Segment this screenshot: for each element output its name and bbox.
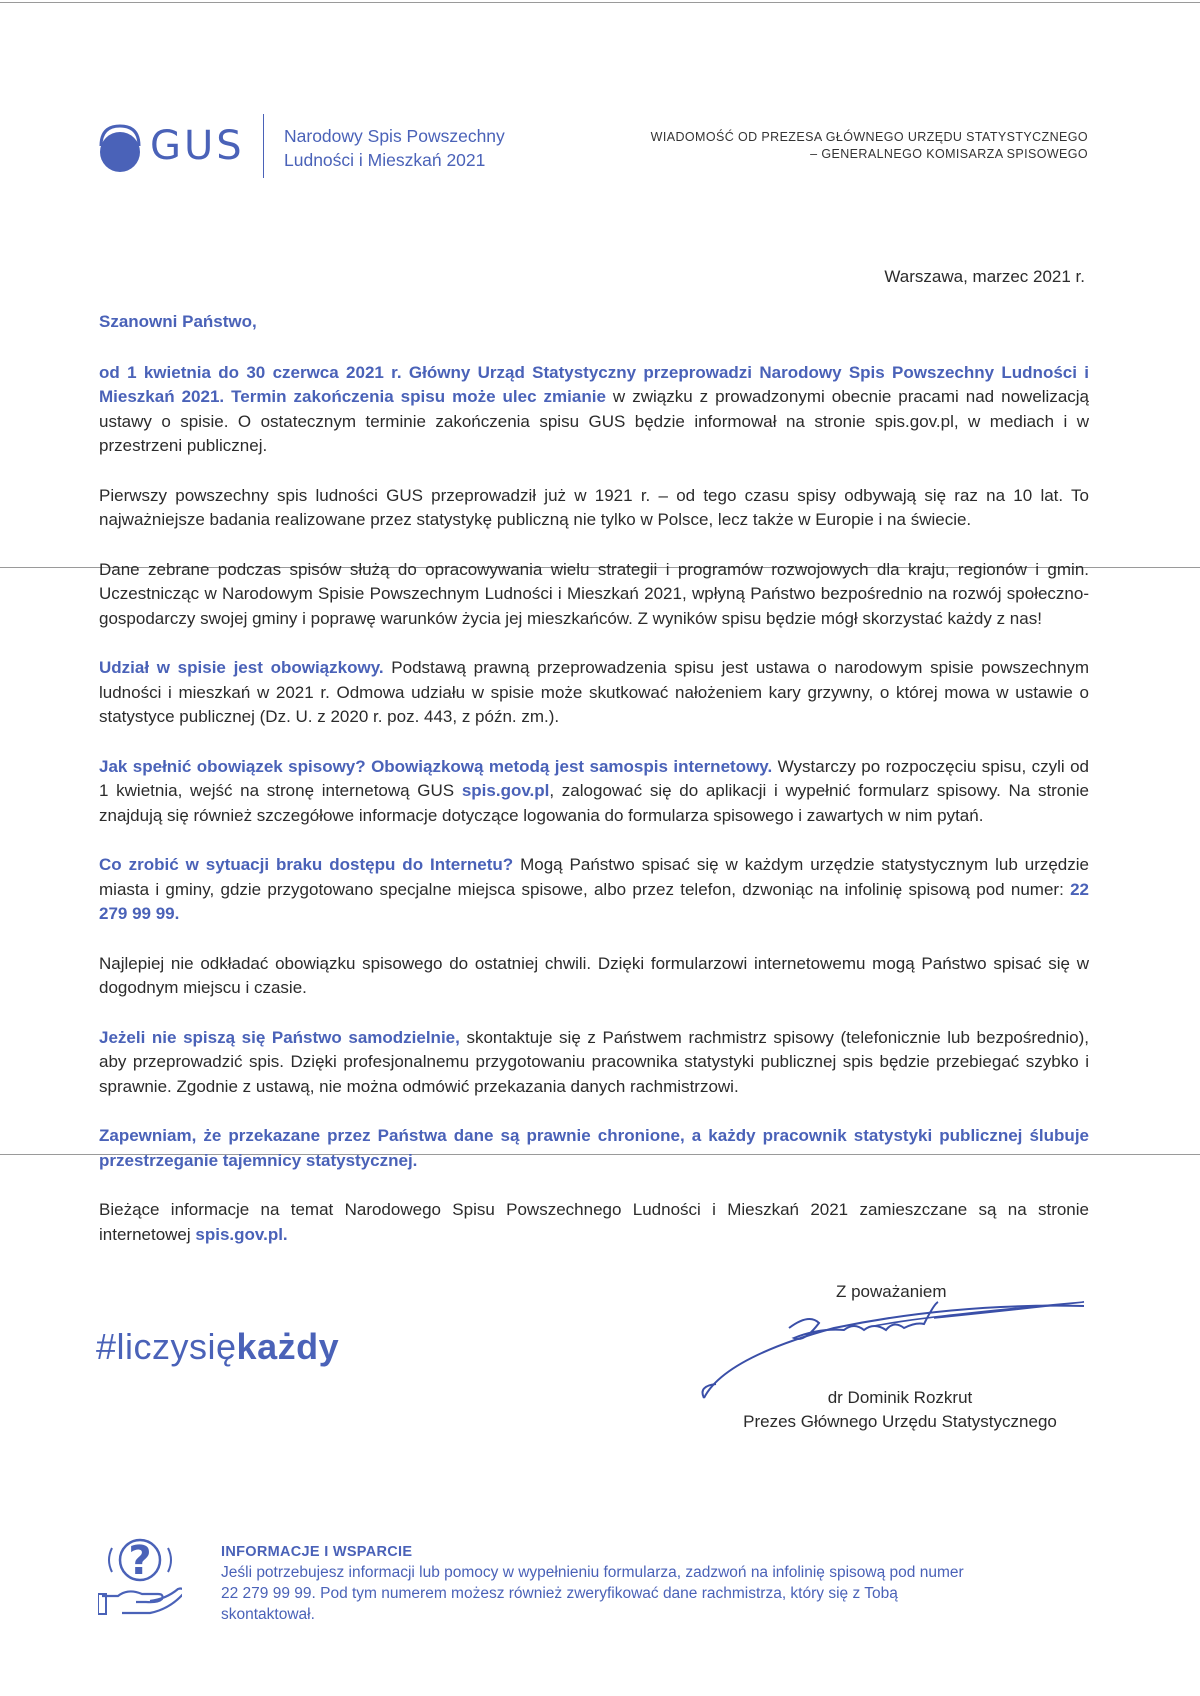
letter-date: Warszawa, marzec 2021 r.	[884, 267, 1085, 286]
hotline-number: 22 279 99 99.	[99, 879, 1089, 923]
message-header	[651, 129, 1088, 163]
message-header-line2: – GENERALNEGO KOMISARZA SPISOWEGO	[810, 147, 1088, 161]
gus-logo-text: GUS	[150, 123, 245, 169]
paragraph-1	[99, 361, 1089, 459]
closing-regards: Z poważaniem	[836, 1282, 947, 1301]
header-divider	[263, 114, 264, 178]
paragraph-3: Dane zebrane podczas spisów służą do opracowywania wielu strategii i programów rozwojowych dla kraju, regionów i gmin. Uczestnicząc w Narodowym Spisie Powszechnym Ludności i Mieszkań 2021, wpłyną Państwo bezpośrednio na rozwój społeczno-gospodarczy swojej gminy i poprawę warunków życia jej mieszkańców. Z wyników spisu będzie mógł skorzystać każdy z nas!	[99, 559, 1089, 628]
letter-body	[99, 310, 1089, 1272]
website-link[interactable]: spis.gov.pl	[461, 781, 550, 800]
paragraph-5	[99, 755, 1089, 829]
paragraph-4	[99, 656, 1089, 730]
salutation: Szanowni Państwo,	[99, 312, 257, 331]
paragraph-8	[99, 1026, 1089, 1100]
paragraph-10-text: Bieżące informacje na temat Narodowego Spisu Powszechnego Ludności i Mieszkań 2021 zamieszczane są na stronie internetowej	[99, 1200, 1089, 1244]
info-heading: INFORMACJE I WSPARCIE	[221, 1544, 413, 1560]
help-hand-icon	[98, 1534, 182, 1618]
census-title	[284, 124, 505, 172]
scan-line-top	[0, 2, 1200, 3]
message-header-line1: WIADOMOŚĆ OD PREZESA GŁÓWNEGO URZĘDU STATYSTYCZNEGO	[650, 130, 1088, 144]
paragraph-1-bold: od 1 kwietnia do 30 czerwca 2021 r. Główny Urząd Statystyczny przeprowadzi Narodowy Spis Powszechny Ludności i Mieszkań 2021. Termin zakończenia spisu może ulec zmianie	[99, 362, 1089, 406]
hashtag-prefix: #liczysię	[96, 1326, 237, 1367]
gus-logo-icon	[96, 116, 144, 176]
paragraph-7: Najlepiej nie odkładać obowiązku spisowego do ostatniej chwili. Dzięki formularzowi internetowemu mogą Państwo spisać się w dogodnym miejscu i czasie.	[99, 953, 1089, 997]
paragraph-9: Zapewniam, że przekazane przez Państwa dane są prawnie chronione, a każdy pracownik statystyki publicznej ślubuje przestrzeganie tajemnicy statystycznej.	[99, 1126, 1089, 1170]
info-text: Jeśli potrzebujesz informacji lub pomocy w wypełnieniu formularza, zadzwoń na infolinię spisową pod numer 22 279 99 99. Pod tym numerem możesz również zweryfikować dane rachmistrza, który się z Tobą skontaktował.	[221, 1564, 964, 1623]
paragraph-4-bold: Udział w spisie jest obowiązkowy.	[99, 658, 384, 677]
paragraph-6-text: Mogą Państwo spisać się w każdym urzędzie statystycznym lub urzędzie miasta i gminy, gdzie przygotowano specjalne miejsca spisowe, albo przez telefon, dzwoniąc na infolinię spisową pod numer:	[99, 855, 1089, 899]
hashtag-strong: każdy	[236, 1326, 340, 1367]
paragraph-5-text-end: , zalogować się do aplikacji i wypełnić formularz spisowy. Na stronie znajdują się również szczegółowe informacje dotyczące logowania do formularza spisowego i zawartych w nim pytań.	[99, 781, 1089, 825]
paragraph-10	[99, 1198, 1089, 1247]
census-title-line1: Narodowy Spis Powszechny	[284, 126, 505, 146]
svg-text:?: ?	[128, 1538, 152, 1584]
paragraph-4-text: Podstawą prawną przeprowadzenia spisu jest ustawa o narodowym spisie powszechnym ludności i mieszkań w 2021 r. Odmowa udziału w spisie może skutkować nałożeniem kary grzywny, o której mowa w ustawie o statystyce publicznej (Dz. U. z 2020 r. poz. 443, z późn. zm.).	[99, 658, 1089, 726]
campaign-hashtag	[96, 1326, 339, 1368]
gus-logo	[96, 116, 245, 176]
paragraph-6	[99, 853, 1089, 927]
signer-name: dr Dominik Rozkrut	[827, 1388, 973, 1407]
paragraph-8-bold: Jeżeli nie spiszą się Państwo samodzielnie,	[99, 1027, 460, 1047]
paragraph-6-bold: Co zrobić w sytuacji braku dostępu do Internetu?	[99, 855, 514, 874]
paragraph-5-text: Wystarczy po rozpoczęciu spisu, czyli od 1 kwietnia, wejść na stronę internetową GUS	[99, 756, 1089, 800]
signer-block	[720, 1386, 1080, 1434]
website-link-footer[interactable]: spis.gov.pl.	[195, 1224, 288, 1244]
census-title-line2: Ludności i Mieszkań 2021	[284, 150, 486, 170]
paragraph-5-bold: Jak spełnić obowiązek spisowy? Obowiązkową metodą jest samospis internetowy.	[99, 756, 773, 776]
paragraph-8-text: skontaktuje się z Państwem rachmistrz spisowy (telefonicznie lub bezpośrednio), aby przeprowadzić spis. Dzięki profesjonalnemu przygotowaniu pracownika statystyki publicznej spis będzie przebiegać szybko i sprawnie. Zgodnie z ustawą, nie można odmówić przekazania danych rachmistrzowi.	[99, 1027, 1089, 1096]
paragraph-2: Pierwszy powszechny spis ludności GUS przeprowadził już w 1921 r. – od tego czasu spisy odbywają się raz na 10 lat. To najważniejsze badania realizowane przez statystykę publiczną nie tylko w Polsce, lecz także w Europie i na świecie.	[99, 485, 1089, 529]
signer-title: Prezes Głównego Urzędu Statystycznego	[743, 1412, 1057, 1431]
paragraph-1-text: w związku z prowadzonymi obecnie pracami nad nowelizacją ustawy o spisie. O ostatecznym terminie zakończenia spisu GUS będzie informował na stronie spis.gov.pl, w mediach i w przestrzeni publicznej.	[99, 387, 1090, 455]
